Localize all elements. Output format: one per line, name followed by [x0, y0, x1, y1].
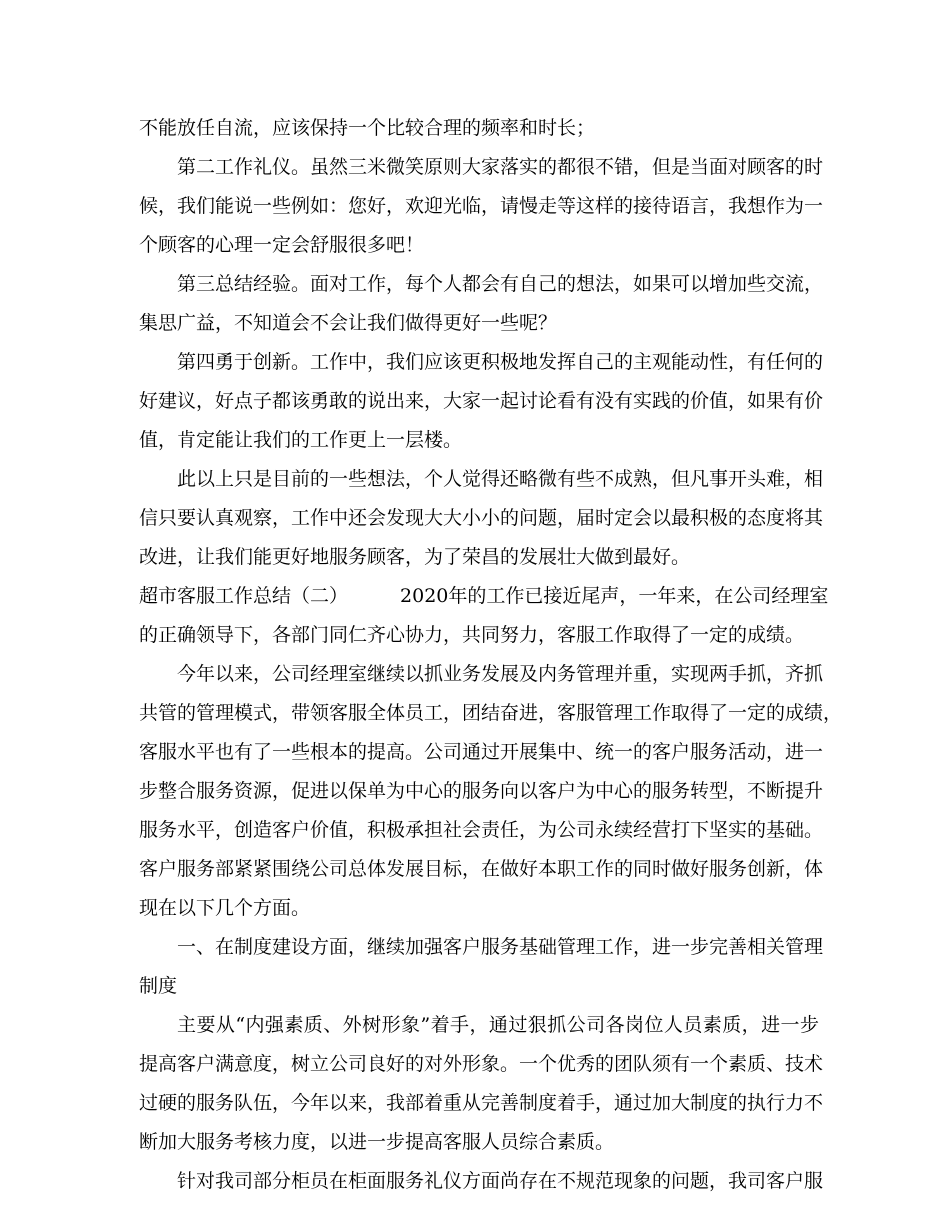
- text-line: 主要从“内强素质、外树形象”着手，通过狠抓公司各岗位人员素质，进一步: [177, 1014, 819, 1036]
- section-heading: 超市客服工作总结（二）: [139, 585, 349, 607]
- text-line: 服务水平，创造客户价值，积极承担社会责任，为公司永续经营打下坚实的基础。: [139, 819, 824, 841]
- text-line: 断加大服务考核力度，以进一步提高客服人员综合素质。: [139, 1131, 615, 1153]
- text-line: 改进，让我们能更好地服务顾客，为了荣昌的发展壮大做到最好。: [139, 546, 691, 568]
- text-line: 第三总结经验。面对工作，每个人都会有自己的想法，如果可以增加些交流，: [177, 273, 824, 295]
- text-line: 2020年的工作已接近尾声，一年来，在公司经理室: [400, 585, 829, 607]
- text-line: 现在以下几个方面。: [139, 897, 311, 919]
- text-line: 个顾客的心理一定会舒服很多吧！: [139, 234, 425, 256]
- text-line: 集思广益，不知道会不会让我们做得更好一些呢？: [139, 312, 558, 334]
- text-line: 此以上只是目前的一些想法，个人觉得还略微有些不成熟，但凡事开头难，相: [177, 468, 824, 490]
- text-line: 值，肯定能让我们的工作更上一层楼。: [139, 429, 463, 451]
- text-line: 步整合服务资源，促进以保单为中心的服务向以客户为中心的服务转型，不断提升: [139, 780, 824, 802]
- section-heading-line: [139, 583, 828, 609]
- text-line: 共管的管理模式，带领客服全体员工，团结奋进，客服管理工作取得了一定的成绩，: [139, 702, 843, 724]
- text-line: 客户服务部紧紧围绕公司总体发展目标，在做好本职工作的同时做好服务创新，体: [139, 858, 824, 880]
- text-line: 第二工作礼仪。虽然三米微笑原则大家落实的都很不错，但是当面对顾客的时: [177, 156, 824, 178]
- text-line: 客服水平也有了一些根本的提高。公司通过开展集中、统一的客户服务活动，进一: [139, 741, 824, 763]
- text-line: 的正确领导下，各部门同仁齐心协力，共同努力，客服工作取得了一定的成绩。: [139, 624, 805, 646]
- text-line: 不能放任自流，应该保持一个比较合理的频率和时长；: [139, 117, 596, 139]
- text-line: 过硬的服务队伍，今年以来，我部着重从完善制度着手，通过加大制度的执行力不: [139, 1092, 824, 1114]
- text-line: 一、在制度建设方面，继续加强客户服务基础管理工作，进一步完善相关管理: [177, 936, 824, 958]
- text-line: 制度: [139, 975, 178, 997]
- text-line: 信只要认真观察，工作中还会发现大大小小的问题，届时定会以最积极的态度将其: [139, 507, 824, 529]
- text-line: 第四勇于创新。工作中，我们应该更积极地发挥自己的主观能动性，有任何的: [177, 351, 824, 373]
- text-line: 针对我司部分柜员在柜面服务礼仪方面尚存在不规范现象的问题，我司客户服: [177, 1170, 824, 1192]
- text-line: 今年以来，公司经理室继续以抓业务发展及内务管理并重，实现两手抓，齐抓: [177, 663, 824, 685]
- text-line: 候，我们能说一些例如：您好，欢迎光临，请慢走等这样的接待语言，我想作为一: [139, 195, 824, 217]
- text-line: 提高客户满意度，树立公司良好的对外形象。一个优秀的团队须有一个素质、技术: [139, 1053, 824, 1075]
- text-line: 好建议，好点子都该勇敢的说出来，大家一起讨论看有没有实践的价值，如果有价: [139, 390, 824, 412]
